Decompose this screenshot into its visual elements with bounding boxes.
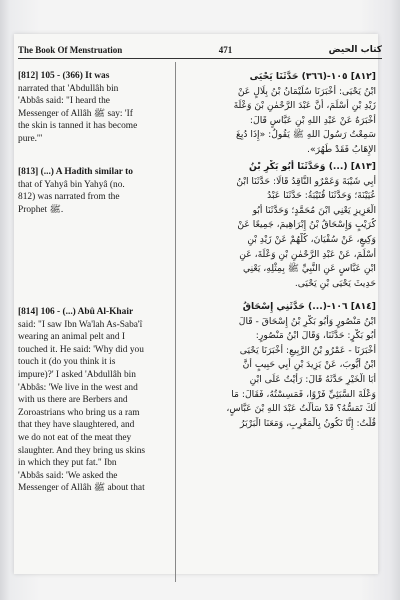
arabic-line: أَبِي شَيْبَةَ وَعَمْرٌو النَّاقِدُ قَالَا: حَدَّثَنَا ابْنُ (236, 175, 376, 187)
english-text-812 (18, 70, 168, 146)
arabic-line: وَكِيعٍ، عَنْ سُفْيَانَ، كُلُّهُمْ عَنْ زَيْدِ بْنِ (247, 233, 376, 245)
running-header (18, 42, 382, 58)
arabic-line: ابْنُ أَيُّوبَ، عَنْ يَزِيدَ بْنِ أَبِي حَبِيبٍ أَنَّ (242, 359, 376, 371)
arabic-line: [٨١٣] (...) وَحَدَّثَنَا أَبُو بَكْرِ بْنُ (249, 161, 376, 172)
english-line: Zoroastrians who bring us a ram (18, 407, 140, 418)
english-line: impure)?' I asked 'Abdullâh bin (18, 369, 136, 380)
arabic-line: وَعْلَةَ السَّبَئِيِّ فَرْوًا، فَمَسِسْتُهُ، فَقَالَ: مَا (231, 388, 376, 400)
english-text-814 (18, 306, 168, 495)
arabic-line: قُلْتُ: إِنَّا نَكُونُ بِالْمَغْرِبِ، وَمَعَنَا الْبَرْبَرُ (240, 417, 376, 429)
english-line: 'Abbâs said: 'We asked the (18, 470, 118, 481)
arabic-text-814 (180, 300, 376, 431)
english-line: touch it (do you think it is (18, 357, 116, 368)
english-line: with us there are Berbers and (18, 395, 128, 406)
english-line: 812) was narrated from the (18, 192, 120, 203)
arabic-line: الْعَزِيزِ يَعْنِي ابْنَ مُحَمَّدٍ؛ وَحَدَّثَنَا أَبُو (252, 204, 376, 216)
arabic-line: عُيَيْنَةَ؛ وَحَدَّثَنَا قُتَيْبَةُ: حَدَّثَنَا عَبْدُ (267, 190, 376, 202)
english-line: in which they put fat." Ibn (18, 458, 117, 469)
arabic-line: أَبُو بَكْرٍ: حَدَّثَنَا، وَقَالَ ابْنُ مَنْصُورٍ: (255, 330, 376, 342)
arabic-line: حَدِيثَ يَحْيَى بْنِ يَحْيَى. (294, 277, 376, 289)
english-line: wearing an animal pelt and I (18, 332, 125, 343)
arabic-line: ابْنِ عَبَّاسٍ عَنِ النَّبِيِّ ﷺ بِمِثْلِهِ، يَعْنِي (242, 263, 376, 275)
english-line: the skin is tanned it has become (18, 121, 138, 132)
english-line: [812] 105 - (366) It was (18, 71, 110, 81)
arabic-line: أَخْبَرَهُ عَنْ عَبْدِ اللهِ بْنِ عَبَّاسٍ قَالَ: (249, 114, 376, 126)
english-line: that they have slaughtered, and (18, 420, 135, 431)
column-divider (175, 62, 176, 582)
arabic-line: [٨١٤] ١٠٦-(...) حَدَّثَنِي إِسْحَاقُ (242, 301, 376, 312)
english-line: Messenger of Allâh ﷺ say: 'If (18, 108, 133, 119)
english-line: pure.'" (18, 133, 43, 144)
arabic-line: كُرَيْبٍ وَإِسْحَاقُ بْنُ إِبْرَاهِيمَ، جَمِيعًا عَنْ (237, 219, 376, 231)
arabic-line: أَبَا الْخَيْرِ حَدَّثَهُ قَالَ: رَأَيْتُ عَلَى ابْنِ (249, 373, 376, 385)
english-line: Prophet ﷺ. (18, 204, 64, 215)
english-line: Messenger of Allâh ﷺ about that (18, 483, 145, 494)
english-line: 'Abbâs said: "I heard the (18, 96, 110, 107)
english-line: said: "I saw Ibn Wa'lah As-Saba'î (18, 319, 143, 330)
english-line: [813] (...) A Hadîth similar to (18, 167, 133, 177)
arabic-line: ابْنُ يَحْيَى: أَخْبَرَنَا سُلَيْمَانُ بْنُ بِلَالٍ عَنْ (237, 85, 376, 97)
arabic-line: الإِهَابُ فَقَدْ طَهُرَ». (307, 143, 376, 155)
arabic-text-812 (180, 70, 376, 158)
arabic-line: [٨١٢] ١٠٥-(٣٦٦) حَدَّثَنَا يَحْيَى (249, 71, 376, 82)
english-line: that of Yahyâ bin Yahyâ (no. (18, 179, 125, 190)
english-text-813 (18, 166, 168, 216)
english-line: 'Abbâs: 'We live in the west and (18, 382, 138, 393)
page-number: 471 (218, 45, 233, 55)
arabic-line: ابْنُ مَنْصُورٍ وَأَبُو بَكْرِ بْنُ إِسْحَاقَ - قَالَ (238, 315, 376, 327)
arabic-line: أَسْلَمَ، عَنْ عَبْدِ الرَّحْمٰنِ بْنِ وَعْلَةَ، عَنِ (239, 248, 376, 260)
english-line: we do not eat of the meat they (18, 432, 132, 443)
book-title-arabic: كتاب الحيض (328, 45, 382, 55)
arabic-line: لَكَ تَمَسُّهُ؟ قَدْ سَأَلْتُ عَبْدَ اللهِ بْنَ عَبَّاسٍ، (226, 403, 376, 415)
english-line: slaughter. And they bring us skins (18, 445, 146, 456)
arabic-line: سَمِعْتُ رَسُولَ اللهِ ﷺ يَقُولُ: «إِذَا دُبِغَ (235, 129, 376, 141)
arabic-line: زَيْدِ بْنِ أَسْلَمَ، أَنَّ عَبْدَ الرَّحْمٰنِ بْنَ وَعْلَةَ (233, 100, 376, 112)
header-rule (18, 58, 382, 59)
english-line: touched it. He said: 'Why did you (18, 344, 144, 355)
english-line: narrated that 'Abdullâh bin (18, 83, 119, 94)
english-line: [814] 106 - (...) Abû Al-Khair (18, 307, 134, 317)
book-title-english: The Book Of Menstruation (18, 45, 123, 55)
arabic-line: أَخْبَرَنَا - عَمْرُو بْنُ الرَّبِيعِ: أَخْبَرَنَا يَحْيَى (239, 344, 376, 356)
arabic-text-813 (180, 160, 376, 291)
